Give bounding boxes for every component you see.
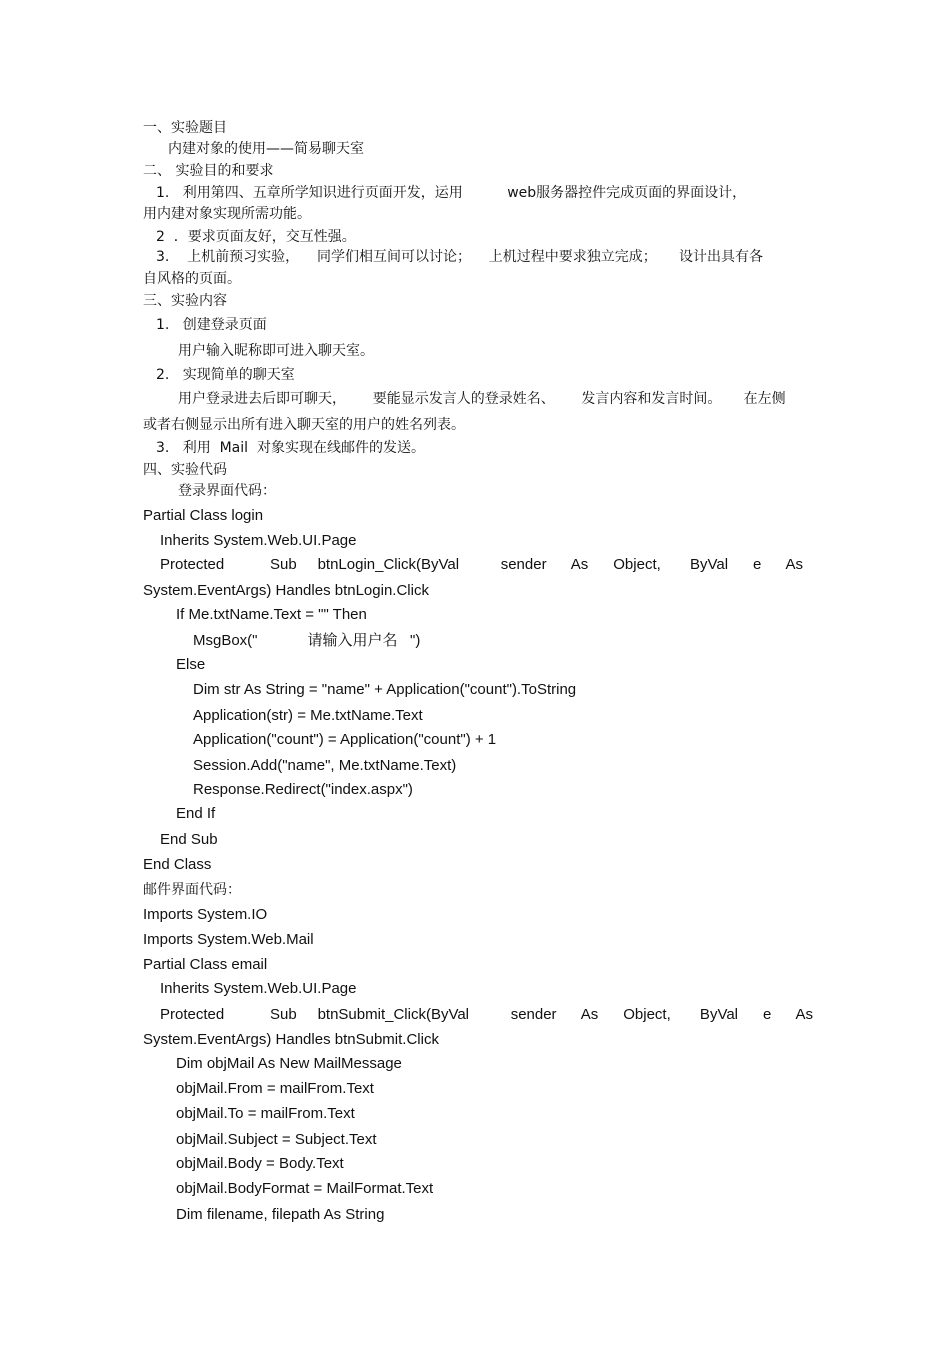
code-line: System.EventArgs) Handles btnSubmit.Click (143, 1031, 439, 1048)
content-item-2-desc-line-2: 或者右侧显示出所有进入聊天室的用户的姓名列表。 (143, 417, 465, 433)
section-heading-3: 三、实验内容 (143, 293, 227, 309)
code-line: Imports System.IO (143, 906, 268, 923)
code-line: objMail.Subject = Subject.Text (176, 1131, 377, 1148)
code-line: objMail.To = mailFrom.Text (176, 1105, 355, 1122)
content-item-3: 3. 利用 Mail 对象实现在线邮件的发送。 (156, 440, 425, 456)
requirement-3-line-2: 自风格的页面。 (143, 271, 241, 287)
experiment-title: 内建对象的使用——简易聊天室 (168, 141, 364, 157)
requirement-1-line-1: 1. 利用第四、五章所学知识进行页面开发，运用 web服务器控件完成页面的界面设计， (156, 185, 747, 201)
code-line: Partial Class login (143, 507, 264, 524)
content-item-2: 2. 实现简单的聊天室 (156, 367, 295, 383)
code-line: End If (176, 805, 216, 822)
requirement-2: 2 ．要求页面友好，交互性强。 (156, 229, 356, 245)
code-line: objMail.Body = Body.Text (176, 1155, 344, 1172)
code-line: System.EventArgs) Handles btnLogin.Click (143, 582, 429, 599)
email-code-label: 邮件界面代码： (143, 882, 241, 898)
code-line: Application(str) = Me.txtName.Text (193, 707, 423, 724)
code-line: Protected Sub btnSubmit_Click(ByVal sender As Object, ByVal e As (160, 1006, 814, 1023)
code-line: Session.Add("name", Me.txtName.Text) (193, 757, 457, 774)
requirement-1-line-2: 用内建对象实现所需功能。 (143, 206, 311, 222)
code-line: Response.Redirect("index.aspx") (193, 781, 413, 798)
section-heading-4: 四、实验代码 (143, 462, 227, 478)
code-line: End Sub (160, 831, 218, 848)
code-line: If Me.txtName.Text = "" Then (176, 606, 367, 623)
code-line: Protected Sub btnLogin_Click(ByVal sender As Object, ByVal e As (160, 556, 804, 573)
content-item-2-desc-line-1: 用户登录进去后即可聊天， 要能显示发言人的登录姓名、 发言内容和发言时间。 在左侧 (178, 391, 786, 407)
code-line: Inherits System.Web.UI.Page (160, 980, 357, 997)
code-line: objMail.BodyFormat = MailFormat.Text (176, 1180, 434, 1197)
code-line: Else (176, 656, 206, 673)
code-line: Dim objMail As New MailMessage (176, 1055, 402, 1072)
requirement-3-line-1: 3. 上机前预习实验， 同学们相互间可以讨论； 上机过程中要求独立完成； 设计出具有各 (156, 249, 764, 265)
code-line: Imports System.Web.Mail (143, 931, 314, 948)
code-line: objMail.From = mailFrom.Text (176, 1080, 374, 1097)
section-heading-2: 二、 实验目的和要求 (143, 163, 274, 179)
content-item-1: 1. 创建登录页面 (156, 317, 267, 333)
code-line: End Class (143, 856, 212, 873)
content-item-1-desc: 用户输入昵称即可进入聊天室。 (178, 343, 374, 359)
code-line: Dim str As String = "name" + Application("count").ToString (193, 681, 577, 698)
code-line: Dim filename, filepath As String (176, 1206, 385, 1223)
section-heading-1: 一、实验题目 (143, 120, 227, 136)
code-line: Partial Class email (143, 956, 268, 973)
code-line: MsgBox(" 请输入用户名 ") (193, 632, 421, 649)
code-line: Inherits System.Web.UI.Page (160, 532, 357, 549)
code-line: Application("count") = Application("count") + 1 (193, 731, 497, 748)
login-code-label: 登录界面代码： (178, 483, 276, 499)
